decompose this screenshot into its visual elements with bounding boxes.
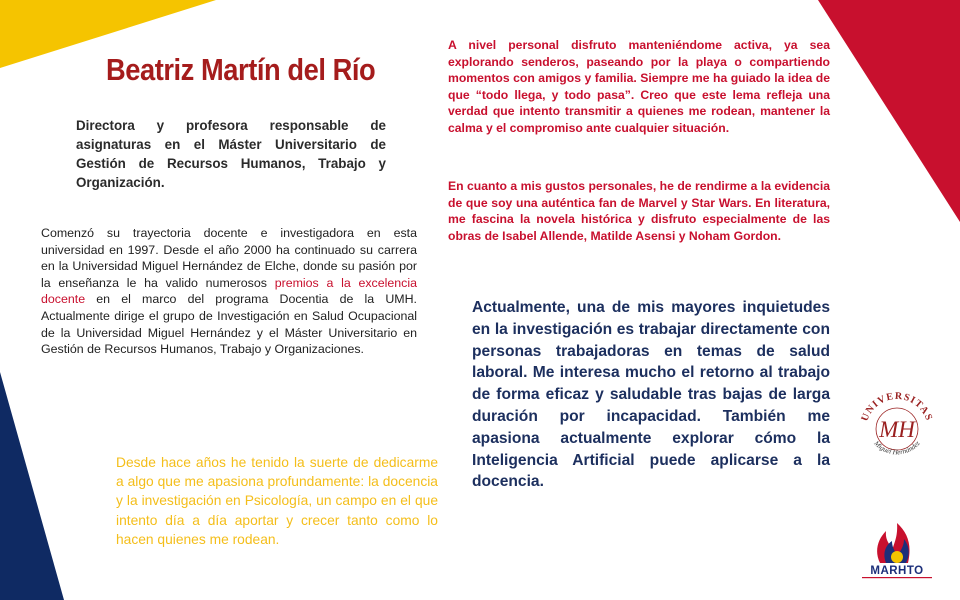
- red-corner-shape: [818, 0, 960, 222]
- bio-text-start: Comenzó su trayectoria docente e investigadora en esta universidad en 1997. Desde el año 2000 ha continuado su carrera en la Universidad Miguel Hernández de Elche, donde su pasión por la enseñanza le ha valido numerosos: [41, 226, 417, 290]
- personal-paragraph: A nivel personal disfruto manteniéndome activa, ya sea explorando senderos, paseando por la playa o compartiendo momentos con amigos y familia. Siempre me ha guiado la idea de que “todo llega, y todo pasa”. Creo que este lema refleja una verdad que intento transmitir a quienes me rodean, mantener la calma y el compromiso ante cualquier situación.: [448, 38, 830, 135]
- umh-arc-top-text: UNIVERSITAS: [859, 390, 935, 423]
- marhto-wordmark: MARHTO: [870, 565, 924, 577]
- profile-role: Directora y profesora responsable de asignaturas en el Máster Universitario de Gestión de Recursos Humanos, Trabajo y Organización.: [76, 118, 386, 190]
- marhto-yellow-sun: [891, 551, 903, 563]
- umh-university-logo: [856, 386, 938, 468]
- bio-paragraph: [41, 225, 417, 358]
- profile-name: Beatriz Martín del Río: [106, 52, 376, 87]
- bio-text-end: en el marco del programa Docentia de la UMH. Actualmente dirige el grupo de Investigación en Salud Ocupacional de la Universidad Miguel Hernández y el Máster Universitario en Gestión de Recursos Humanos, Trabajo y Organizaciones.: [41, 292, 417, 357]
- research-paragraph: Actualmente, una de mis mayores inquietudes en la investigación es trabajar directamente con personas trabajadoras en temas de salud laboral. Me interesa mucho el retorno al trabajo de forma eficaz y saludable tras bajas de larga duración por incapacidad. También me apasiona actualmente explorar cómo la Inteligencia Artificial puede aplicarse a la docencia.: [472, 299, 830, 491]
- marhto-logo: [854, 515, 940, 581]
- tastes-paragraph: En cuanto a mis gustos personales, he de rendirme a la evidencia de que soy una auténtica fan de Marvel y Star Wars. En literatura, me fascina la novela histórica y disfruto especialmente de las obras de Isabel Allende, Matilde Asensi y Noham Gordon.: [448, 179, 830, 243]
- umh-monogram: MH: [879, 417, 915, 442]
- passion-paragraph: Desde hace años he tenido la suerte de dedicarme a algo que me apasiona profundamente: la docencia y la investigación en Psicología, un campo en el que intento día a día aportar y crecer tanto como lo hacen quienes me rodean.: [116, 455, 438, 547]
- marhto-tagline-line: [862, 577, 932, 578]
- navy-corner-shape: [0, 372, 64, 600]
- umh-arc-bottom-text: Miguel Hernández: [872, 439, 922, 457]
- teaching-awards-highlight: premios a la excelencia docente: [41, 275, 417, 307]
